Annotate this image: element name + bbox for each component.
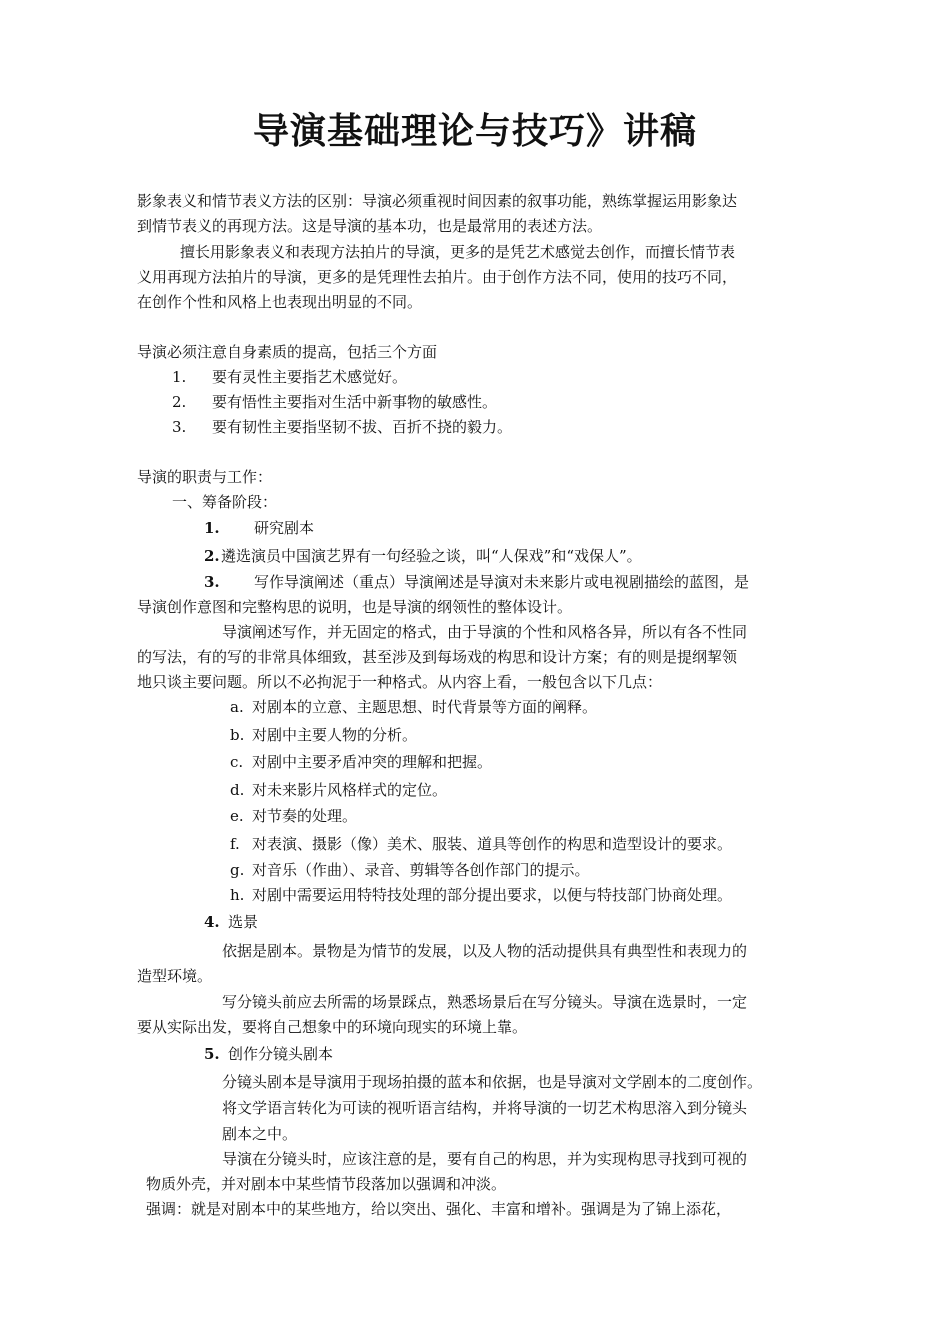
point-label: f.	[230, 835, 240, 853]
step-text: 研究剧本	[254, 519, 315, 537]
point-text: 对表演、摄影（像）美术、服装、道具等创作的构思和造型设计的要求。	[252, 835, 733, 853]
step-number: 1.	[204, 519, 220, 537]
point-text: 对剧中主要人物的分析。	[252, 726, 418, 744]
step-number: 2.	[204, 547, 220, 565]
point-text: 对音乐（作曲）、录音、剪辑等各创作部门的提示。	[252, 861, 590, 879]
qualities-item-text: 要有悟性主要指对生活中新事物的敏感性。	[212, 393, 498, 411]
step-number: 3.	[204, 573, 220, 591]
intro-p1-line1: 影象表义和情节表义方法的区别：导演必须重视时间因素的叙事功能，熟练掌握运用影象达	[137, 192, 738, 210]
location-para1-line2: 造型环境。	[137, 967, 213, 985]
qualities-item-3	[172, 417, 512, 437]
outline-para-line1: 导演阐述写作，并无固定的格式，由于导演的个性和风格各异，所以有各不性同	[222, 623, 748, 641]
qualities-item-2	[172, 392, 497, 412]
point-text: 对剧中主要矛盾冲突的理解和把握。	[252, 753, 493, 771]
storyboard-para2-line1: 导演在分镜头时，应该注意的是，要有自己的构思，并为实现构思寻找到可视的	[222, 1150, 748, 1168]
storyboard-para1-line3: 剧本之中。	[222, 1125, 298, 1143]
step-text: 写作导演阐述（重点）导演阐述是导演对未来影片或电视剧描绘的蓝图，是	[254, 573, 750, 591]
qualities-item-text: 要有韧性主要指坚韧不拔、百折不挠的毅力。	[212, 418, 513, 436]
qualities-item-number: 2.	[172, 393, 187, 411]
outline-point	[230, 860, 590, 880]
point-label: h.	[230, 886, 245, 904]
step-3-line2: 导演创作意图和完整构思的说明，也是导演的纲领性的整体设计。	[137, 598, 573, 616]
step-number: 4.	[204, 913, 220, 931]
point-text: 对剧中需要运用特特技处理的部分提出要求，以便与特技部门协商处理。	[252, 886, 733, 904]
outline-point	[230, 725, 417, 745]
outline-point	[230, 885, 732, 905]
point-text: 对剧本的立意、主题思想、时代背景等方面的阐释。	[252, 698, 598, 716]
storyboard-para2-line2: 物质外壳，并对剧本中某些情节段落加以强调和冲淡。	[146, 1175, 507, 1193]
intro-p2-line2: 义用再现方法拍片的导演，更多的是凭理性去拍片。由于创作方法不同，使用的技巧不同，	[137, 268, 738, 286]
outline-point	[230, 834, 732, 854]
step-text: 创作分镜头剧本	[228, 1045, 334, 1063]
qualities-item-number: 1.	[172, 368, 187, 386]
step-2	[204, 546, 642, 566]
outline-point	[230, 752, 492, 772]
point-label: b.	[230, 726, 245, 744]
qualities-item-text: 要有灵性主要指艺术感觉好。	[212, 368, 408, 386]
duties-heading: 导演的职责与工作：	[137, 468, 273, 486]
step-5	[204, 1044, 333, 1064]
emphasis-line: 强调：就是对剧本中的某些地方，给以突出、强化、丰富和增补。强调是为了锦上添花，	[146, 1200, 732, 1218]
intro-p1-line2: 到情节表义的再现方法。这是导演的基本功，也是最常用的表述方法。	[137, 217, 603, 235]
step-text: 选景	[228, 913, 259, 931]
intro-p2-line3: 在创作个性和风格上也表现出明显的不同。	[137, 293, 423, 311]
location-para1-line1: 依据是剧本。景物是为情节的发展，以及人物的活动提供具有典型性和表现力的	[222, 942, 748, 960]
point-label: c.	[230, 753, 244, 771]
point-text: 对未来影片风格样式的定位。	[252, 781, 448, 799]
intro-p2-line1: 擅长用影象表义和表现方法拍片的导演，更多的是凭艺术感觉去创作，而擅长情节表	[180, 243, 736, 261]
step-4	[204, 912, 258, 932]
outline-point	[230, 806, 357, 826]
storyboard-para1-line2: 将文学语言转化为可读的视听语言结构，并将导演的一切艺术构思溶入到分镜头	[222, 1099, 748, 1117]
qualities-heading: 导演必须注意自身素质的提高，包括三个方面	[137, 343, 438, 361]
point-label: g.	[230, 861, 245, 879]
outline-point	[230, 697, 597, 717]
qualities-item-1	[172, 367, 407, 387]
qualities-item-number: 3.	[172, 418, 187, 436]
storyboard-para1-line1: 分镜头剧本是导演用于现场拍摄的蓝本和依据，也是导演对文学剧本的二度创作。	[222, 1073, 763, 1091]
point-label: d.	[230, 781, 245, 799]
location-para2-line1: 写分镜头前应去所需的场景踩点，熟悉场景后在写分镜头。导演在选景时，一定	[222, 993, 748, 1011]
location-para2-line2: 要从实际出发，要将自己想象中的环境向现实的环境上靠。	[137, 1018, 528, 1036]
step-number: 5.	[204, 1045, 220, 1063]
point-label: e.	[230, 807, 244, 825]
step-text: 遴选演员中国演艺界有一句经验之谈，叫“人保戏”和“戏保人”。	[221, 547, 642, 565]
page-title: 导演基础理论与技巧》讲稿	[252, 111, 697, 152]
outline-para-line2: 的写法，有的写的非常具体细致，甚至涉及到每场戏的构思和设计方案；有的则是提纲挈领	[137, 648, 738, 666]
stage-heading: 一、筹备阶段：	[172, 493, 278, 511]
step-1	[204, 518, 314, 538]
outline-para-line3: 地只谈主要问题。所以不必拘泥于一种格式。从内容上看，一般包含以下几点：	[137, 673, 663, 691]
outline-point	[230, 780, 447, 800]
point-text: 对节奏的处理。	[252, 807, 358, 825]
point-label: a.	[230, 698, 244, 716]
step-3	[204, 572, 749, 592]
